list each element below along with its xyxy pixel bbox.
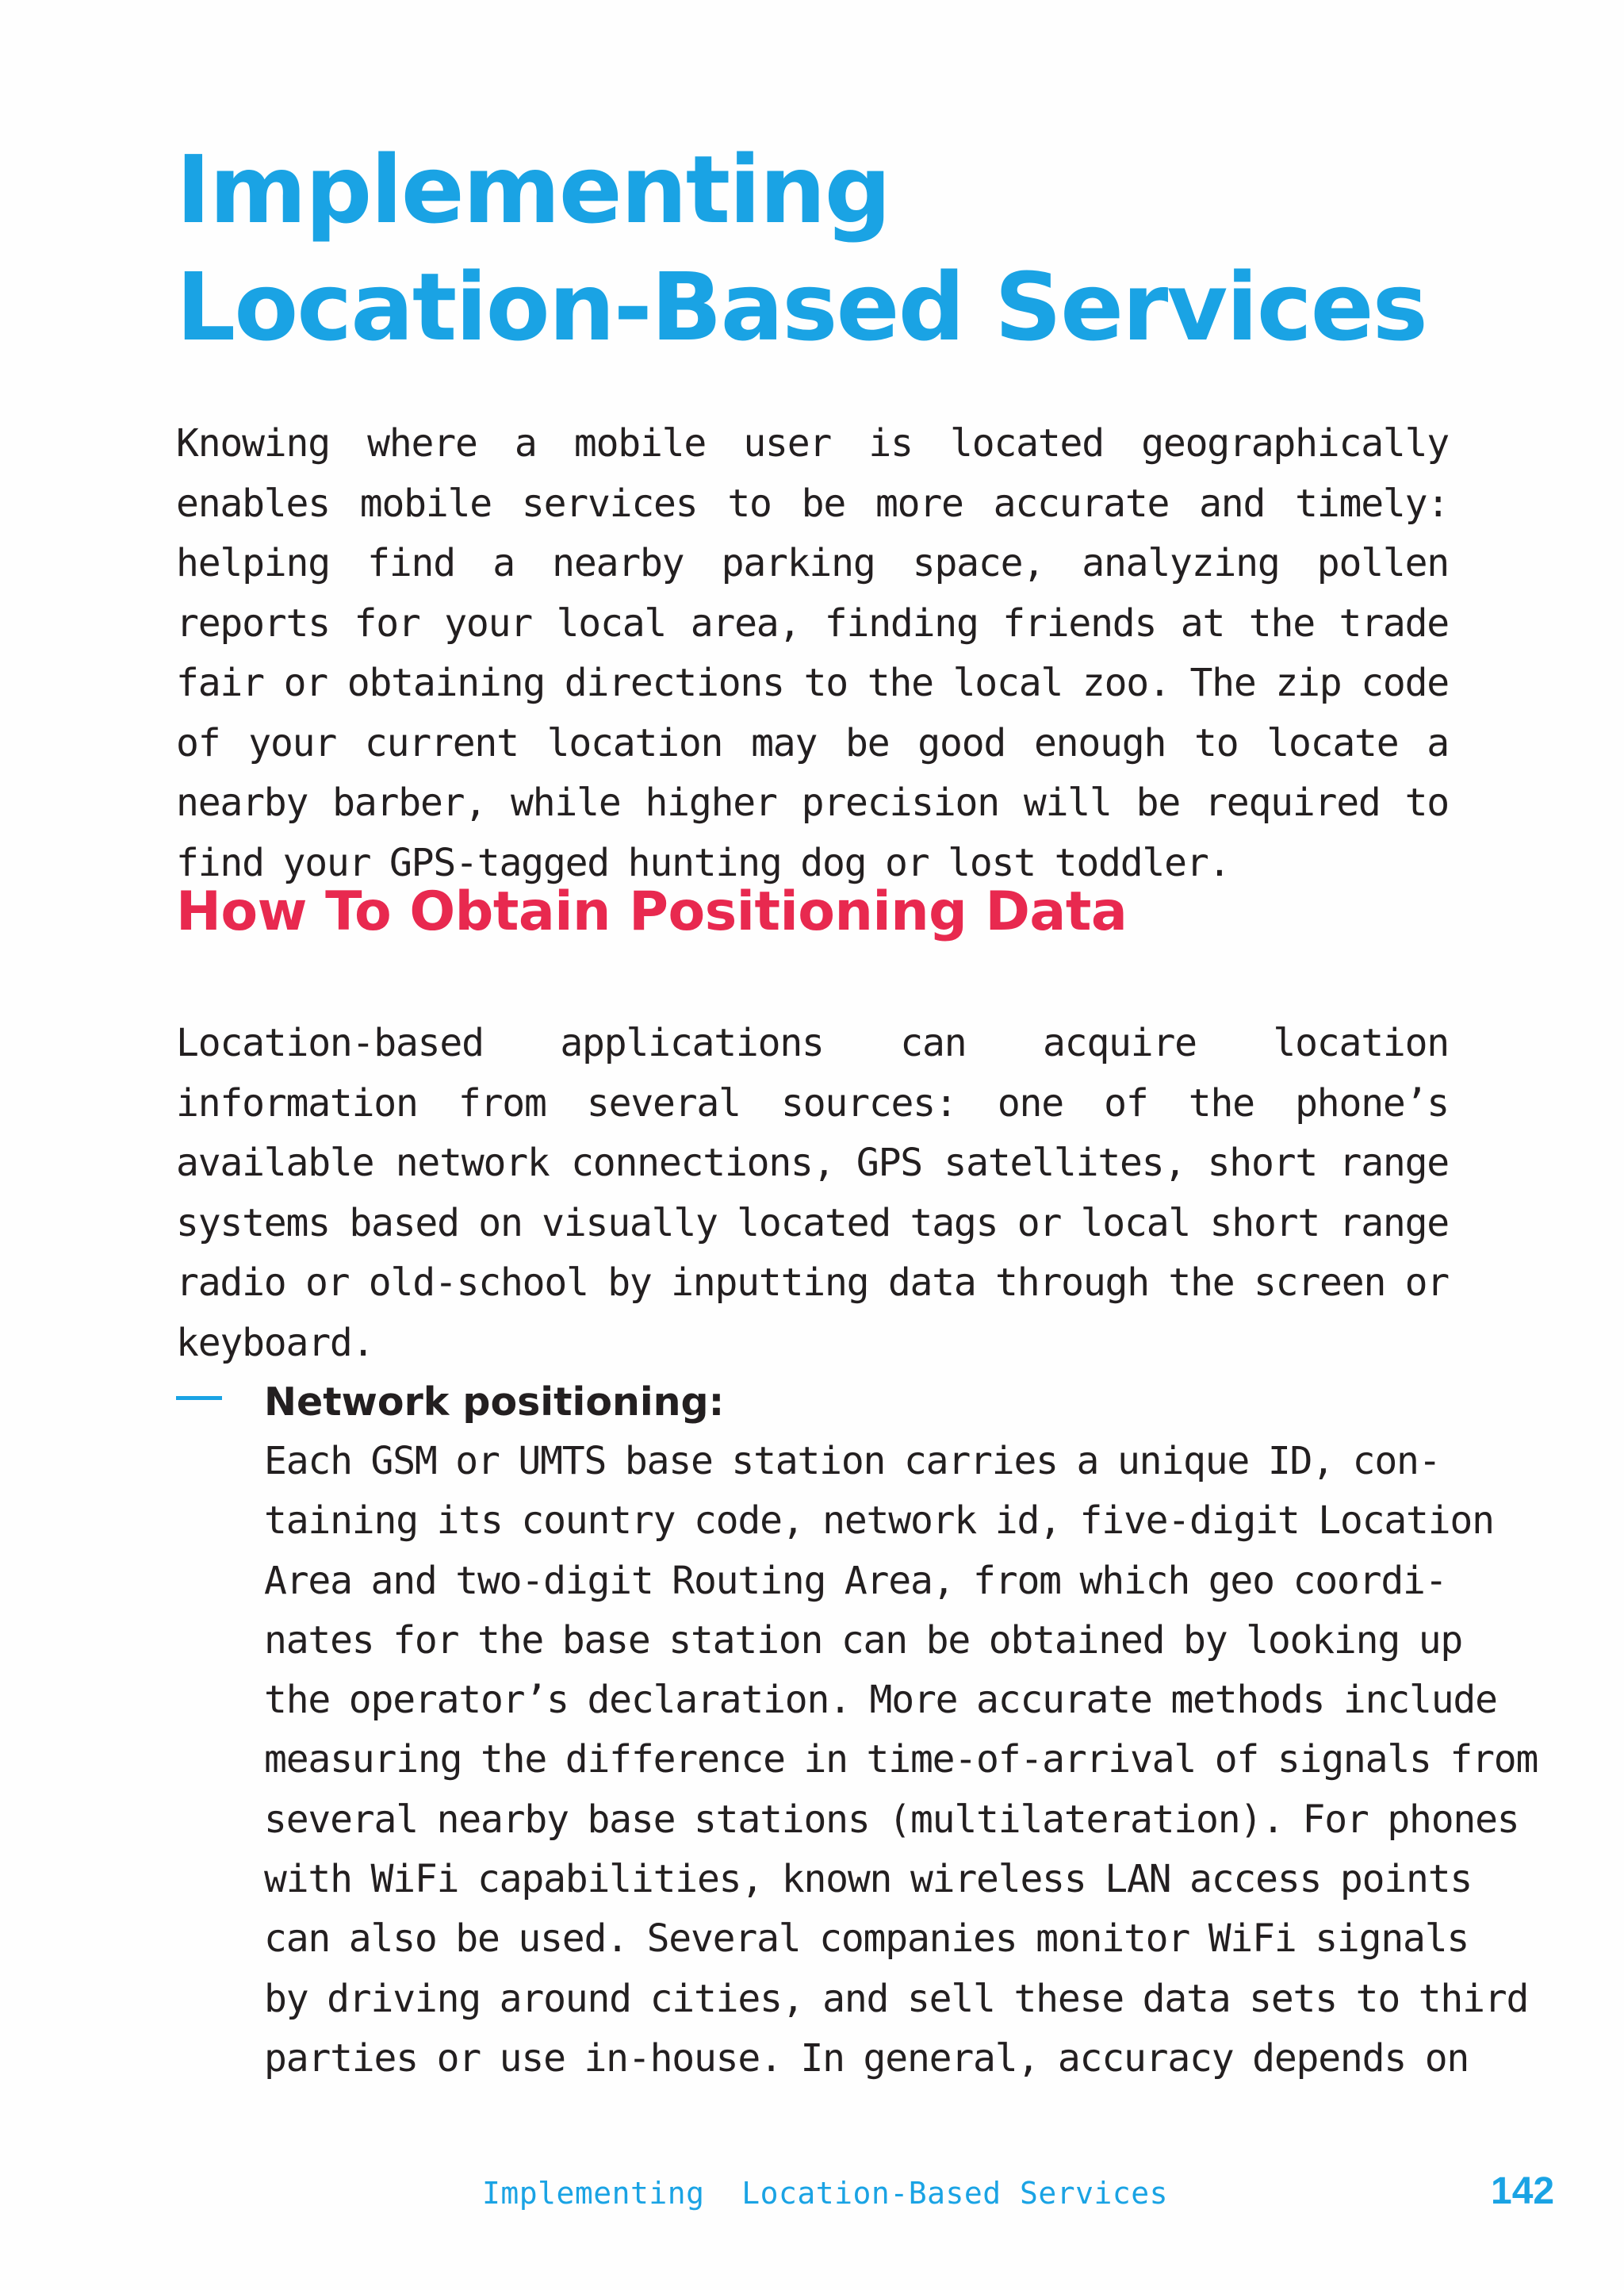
bullet-line: measuring the difference in time-of-arrival of signals from <box>264 1737 1538 1782</box>
bullet-dash-icon <box>176 1396 222 1400</box>
page-title <box>176 131 1524 366</box>
section-paragraph: Location-based applications can acquire location information from several sources: one of the phone’s available network connections, GPS satellites, short range systems based on visually located tags or local short range radio or old-school by inputting data through the screen or keyboard. <box>176 1021 1449 1365</box>
page-number: 142 <box>1491 2170 1555 2212</box>
intro-paragraph: Knowing where a mobile user is located geographically enables mobile services to be more accurate and timely: helping find a nearby parking space, analyzing pollen reports for your local area, finding friends at the trade fair or obtaining directions to the local zoo. The zip code of your current location may be good enough to locate a nearby barber, while higher precision will be required to find your GPS-tagged hunting dog or lost toddler. <box>176 421 1449 885</box>
bullet-line: several nearby base stations (multilateration). For phones <box>264 1797 1519 1842</box>
running-footer: Implementing Location-Based Services <box>482 2176 1168 2211</box>
bullet-line: with WiFi capabilities, known wireless LAN access points <box>264 1857 1473 1902</box>
bullet-line: taining its country code, network id, five-digit Location <box>264 1498 1494 1544</box>
page-title-line-2: Location-Based Services <box>176 252 1427 362</box>
bullet-body <box>264 1432 1538 2089</box>
bullet-line: nates for the base station can be obtained by looking up <box>264 1617 1463 1663</box>
bullet-line: the operator’s declaration. More accurate methods include <box>264 1678 1497 1723</box>
bullet-line: Each GSM or UMTS base station carries a unique ID, con- <box>264 1439 1441 1483</box>
page-title-line-1: Implementing <box>176 135 891 244</box>
bullet-title: Network positioning: <box>264 1379 725 1425</box>
section-heading: How To Obtain Positioning Data <box>176 880 1128 943</box>
bullet-line: can also be used. Several companies monitor WiFi signals <box>264 1916 1469 1962</box>
bullet-line: by driving around cities, and sell these data sets to third <box>264 1976 1529 2021</box>
bullet-line: Area and two-digit Routing Area, from which geo coordi- <box>264 1558 1447 1603</box>
bullet-line: parties or use in-house. In general, accuracy depends on <box>264 2035 1469 2081</box>
